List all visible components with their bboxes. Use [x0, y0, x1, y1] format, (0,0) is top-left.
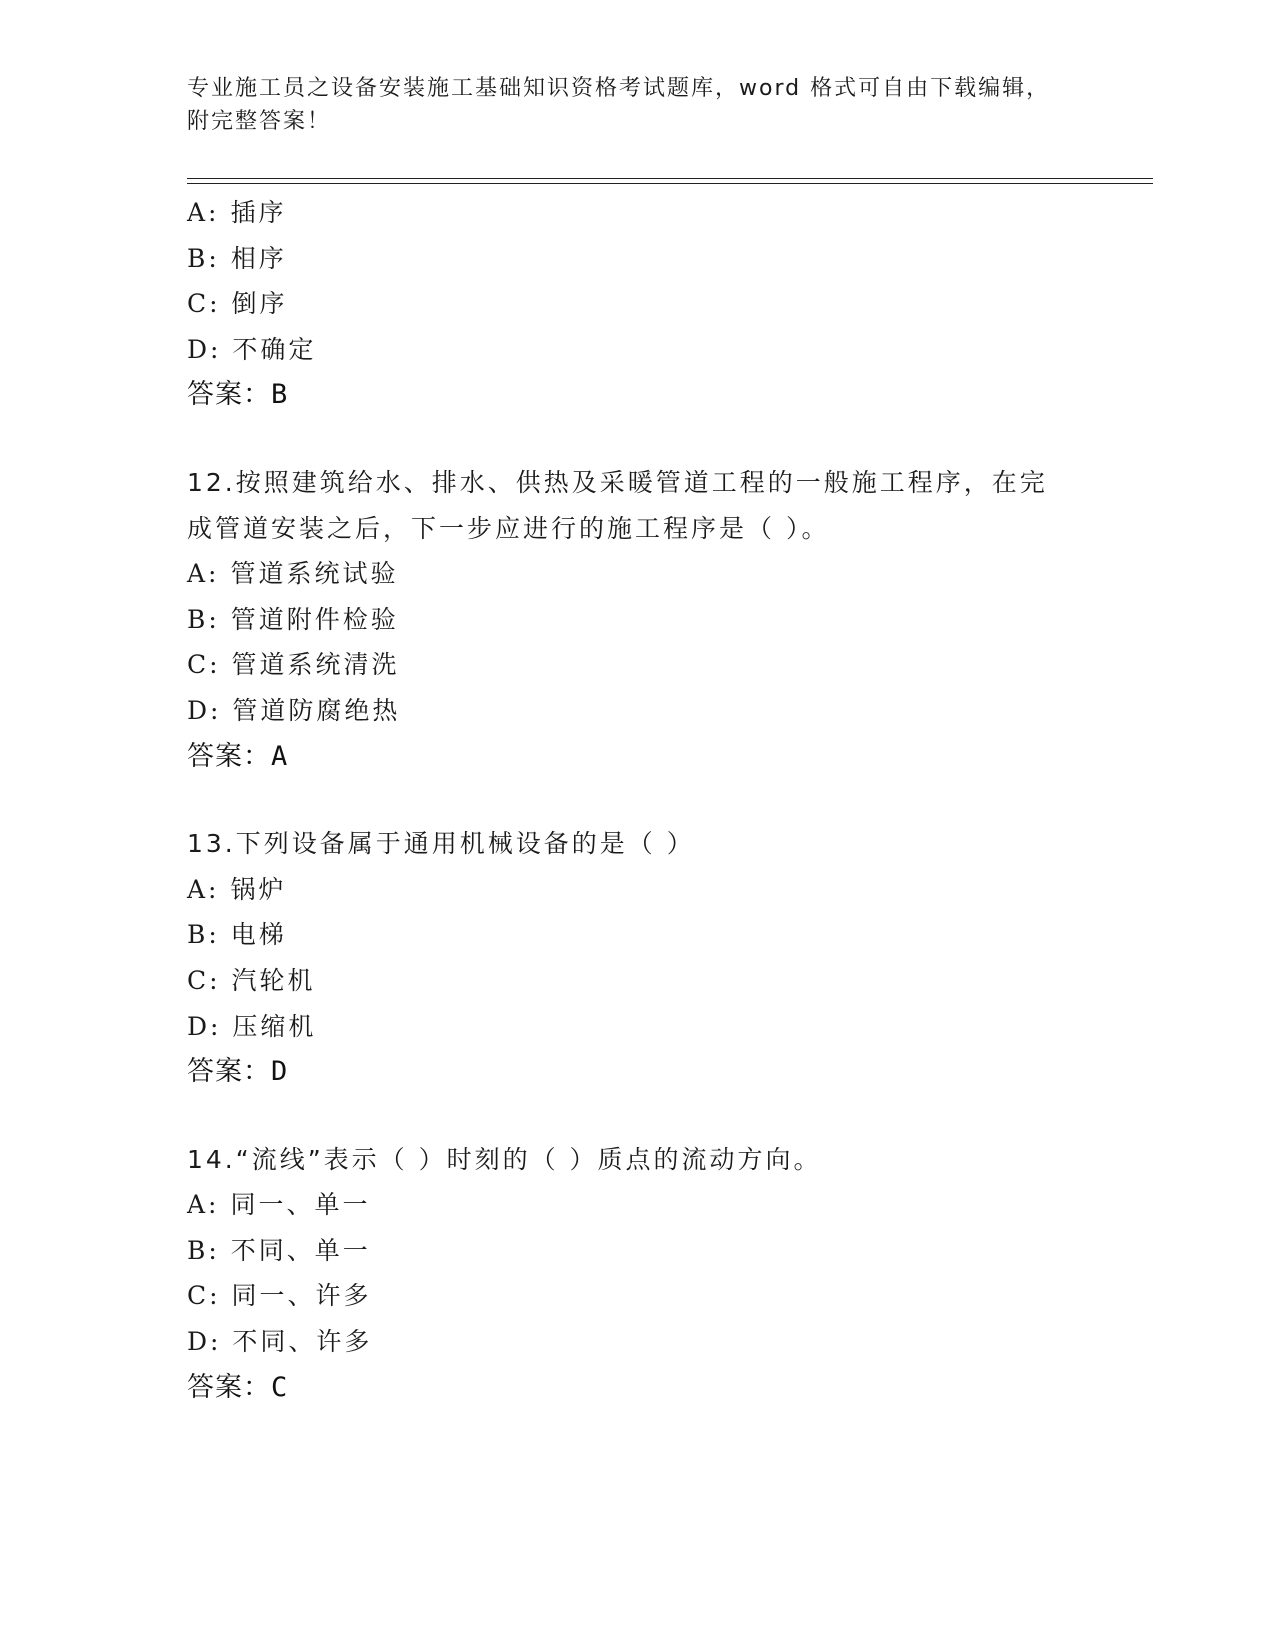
option-a: [187, 190, 1087, 236]
option-text: 电梯: [230, 920, 287, 950]
option-c: [187, 281, 1087, 327]
option-text: 不同、许多: [232, 1327, 373, 1357]
answer-label: 答案：: [187, 379, 271, 411]
option-text: 不同、单一: [230, 1235, 371, 1265]
option-text: 同一、单一: [230, 1190, 371, 1220]
answer-line: [187, 1365, 1087, 1411]
option-b: [187, 597, 1087, 643]
header-line-1: 专业施工员之设备安装施工基础知识资格考试题库，word 格式可自由下载编辑，: [187, 76, 1051, 101]
question-stem-line: 12.按照建筑给水、排水、供热及采暖管道工程的一般施工程序，在完: [187, 467, 1048, 497]
spacer: [187, 1095, 1087, 1137]
option-d: [187, 1319, 1087, 1365]
option-d: [187, 688, 1087, 734]
option-label: B:: [187, 604, 220, 634]
answer-value: C: [271, 1371, 289, 1403]
option-label: A:: [187, 559, 220, 589]
question-stem-line: 14.“流线”表示（ ）时刻的（ ）质点的流动方向。: [187, 1144, 822, 1174]
question-stem-line: 13.下列设备属于通用机械设备的是（ ）: [187, 829, 695, 859]
question-14: [187, 1137, 1087, 1411]
option-label: B:: [187, 243, 220, 273]
answer-line: [187, 734, 1087, 780]
option-text: 管道防腐绝热: [232, 695, 401, 725]
option-text: 同一、许多: [231, 1281, 372, 1311]
option-label: C:: [187, 1281, 221, 1311]
option-text: 管道附件检验: [230, 604, 399, 634]
option-text: 汽轮机: [231, 965, 316, 995]
option-a: [187, 551, 1087, 597]
option-d: [187, 1004, 1087, 1050]
option-label: D:: [187, 334, 222, 364]
option-label: A:: [187, 1190, 220, 1220]
option-label: C:: [187, 650, 221, 680]
answer-label: 答案：: [187, 740, 271, 772]
answer-value: B: [271, 379, 289, 411]
option-text: 锅炉: [230, 874, 287, 904]
option-b: [187, 912, 1087, 958]
option-label: D:: [187, 695, 222, 725]
spacer: [187, 418, 1087, 460]
answer-value: A: [271, 740, 289, 772]
option-b: [187, 236, 1087, 282]
option-text: 管道系统试验: [230, 559, 399, 589]
question-13: [187, 821, 1087, 1095]
option-c: [187, 642, 1087, 688]
option-a: [187, 1182, 1087, 1228]
option-a: [187, 867, 1087, 913]
option-label: A:: [187, 874, 220, 904]
answer-value: D: [271, 1056, 289, 1088]
option-label: B:: [187, 920, 220, 950]
header-divider-top: [187, 178, 1153, 179]
question-12: [187, 460, 1087, 779]
option-label: C:: [187, 965, 221, 995]
header-divider-bottom: [187, 183, 1153, 184]
document-header: [187, 72, 1067, 138]
option-text: 管道系统清洗: [231, 650, 400, 680]
question-stem-line: 成管道安装之后，下一步应进行的施工程序是（ ）。: [187, 513, 830, 543]
question-list: [187, 190, 1087, 1410]
answer-label: 答案：: [187, 1056, 271, 1088]
option-b: [187, 1228, 1087, 1274]
option-c: [187, 958, 1087, 1004]
spacer: [187, 779, 1087, 821]
option-text: 插序: [230, 198, 287, 227]
option-text: 不确定: [232, 334, 317, 364]
option-d: [187, 327, 1087, 373]
option-label: C:: [187, 289, 221, 319]
option-label: B:: [187, 1235, 220, 1265]
option-c: [187, 1273, 1087, 1319]
answer-label: 答案：: [187, 1371, 271, 1403]
option-label: D:: [187, 1011, 222, 1041]
question-11-fragment: [187, 190, 1087, 418]
answer-line: [187, 372, 1087, 418]
option-text: 相序: [230, 243, 287, 273]
option-label: A:: [187, 198, 220, 227]
header-line-2: 附完整答案！: [187, 109, 332, 134]
option-text: 压缩机: [232, 1011, 317, 1041]
option-text: 倒序: [231, 289, 288, 319]
answer-line: [187, 1049, 1087, 1095]
option-label: D:: [187, 1327, 222, 1357]
